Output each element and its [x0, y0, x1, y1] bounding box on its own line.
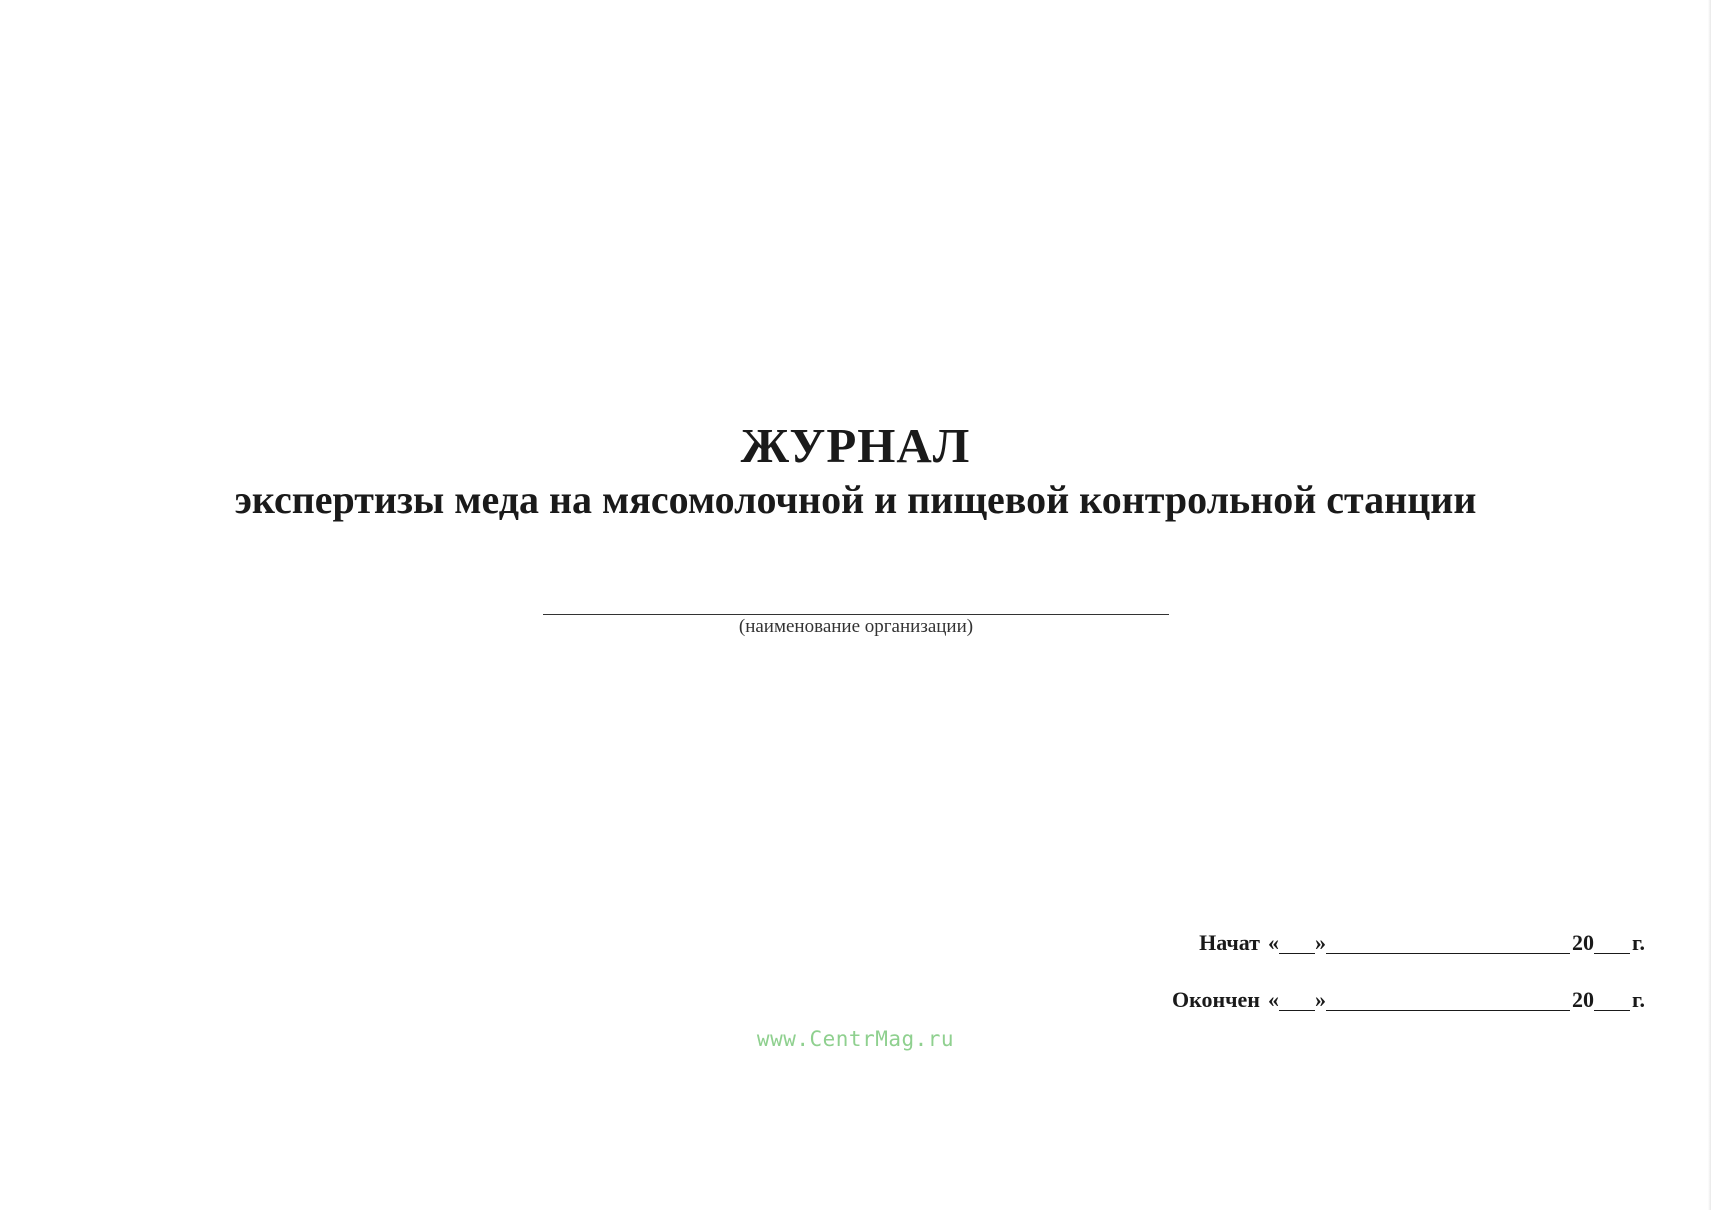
document-subtitle: экспертизы меда на мясомолочной и пищевой контрольной станции — [234, 477, 1477, 522]
started-year-suffix: г. — [1631, 930, 1645, 955]
close-quote: » — [1314, 930, 1326, 955]
started-day-blank — [1279, 931, 1315, 954]
ended-label: Окончен — [1171, 987, 1260, 1012]
ended-year-prefix: 20 — [1571, 987, 1594, 1012]
organization-name-caption: (наименование организации) — [738, 616, 974, 637]
started-year-blank — [1594, 931, 1630, 954]
ended-date-row — [1172, 983, 1645, 1013]
ended-day-blank — [1279, 988, 1315, 1011]
ended-year-blank — [1594, 988, 1630, 1011]
started-label: Начат — [1199, 930, 1260, 955]
ended-year-suffix: г. — [1631, 987, 1645, 1012]
close-quote: » — [1314, 987, 1326, 1012]
open-quote: « — [1267, 987, 1279, 1012]
started-year-prefix: 20 — [1571, 930, 1594, 955]
started-date-row — [1199, 926, 1645, 956]
watermark: www.CentrMag.ru — [756, 1027, 955, 1051]
started-month-blank — [1326, 931, 1570, 954]
document-title: ЖУРНАЛ — [740, 418, 971, 473]
ended-month-blank — [1326, 988, 1570, 1011]
organization-name-line — [543, 614, 1169, 615]
open-quote: « — [1267, 930, 1279, 955]
